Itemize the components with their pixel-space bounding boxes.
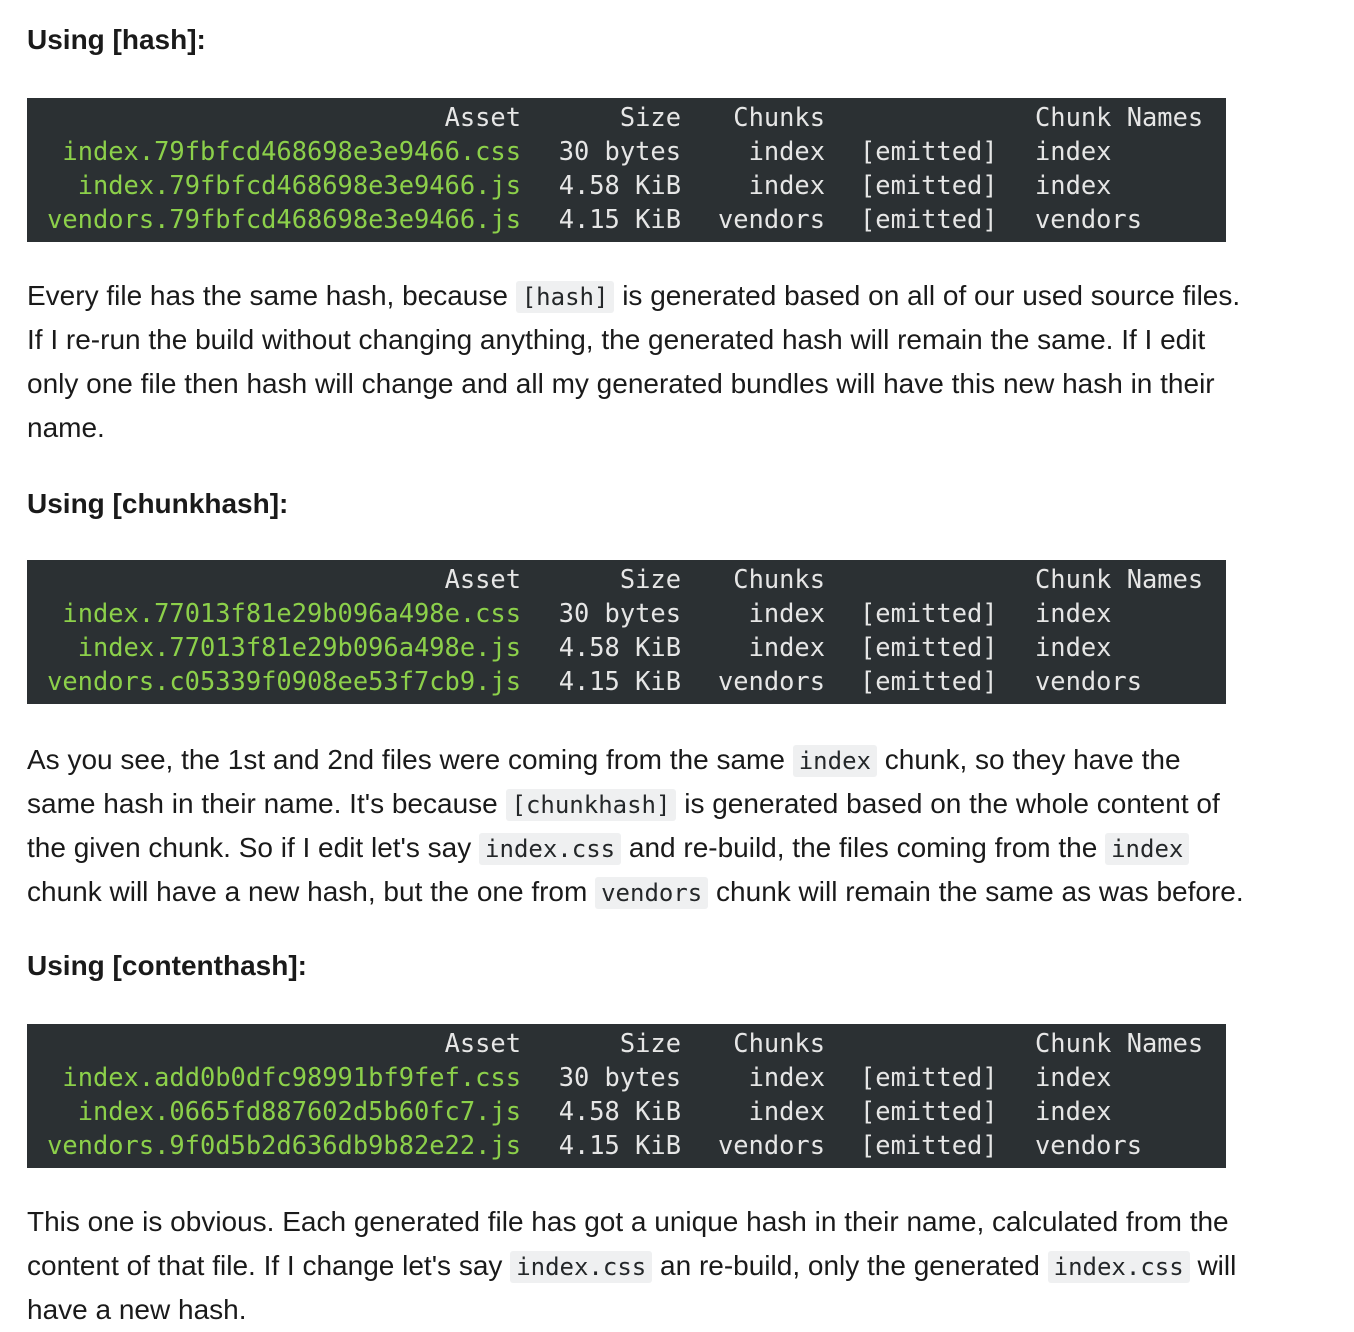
build-output-chunkhash xyxy=(27,560,1226,704)
cell-chunks: index xyxy=(748,598,825,628)
cell-size: 4.15 KiB xyxy=(558,666,681,696)
header-chunks: Chunks xyxy=(733,564,825,594)
text-run: Every file has the same hash, because xyxy=(27,280,516,311)
paragraph-line xyxy=(27,870,1342,914)
section-heading-chunkhash: Using [chunkhash]: xyxy=(27,488,289,519)
text-run: will xyxy=(1189,1250,1237,1281)
cell-chunks: index xyxy=(748,136,825,166)
cell-asset: vendors.79fbfcd468698e3e9466.js xyxy=(47,204,521,234)
cell-status: [emitted] xyxy=(860,204,998,234)
table-header-row xyxy=(27,562,1226,596)
text-run: chunk will remain the same as was before. xyxy=(708,876,1244,907)
table-row xyxy=(27,664,1226,698)
cell-status: [emitted] xyxy=(860,666,998,696)
cell-size: 30 bytes xyxy=(558,136,681,166)
paragraph-line xyxy=(27,826,1342,870)
cell-chunks: vendors xyxy=(717,204,825,234)
cell-chunk-name: index xyxy=(1035,136,1112,166)
text-run: content of that file. If I change let's say xyxy=(27,1250,511,1281)
cell-chunks: index xyxy=(748,170,825,200)
cell-chunks: index xyxy=(748,1062,825,1092)
cell-asset: index.add0b0dfc98991bf9fef.css xyxy=(62,1062,521,1092)
text-run: chunk will have a new hash, but the one from xyxy=(27,876,596,907)
header-size: Size xyxy=(619,564,681,594)
cell-asset: index.77013f81e29b096a498e.css xyxy=(62,598,521,628)
paragraph-line xyxy=(27,362,1342,406)
table-header-row xyxy=(27,1026,1226,1060)
text-run: the given chunk. So if I edit let's say xyxy=(27,832,480,863)
inline-code: vendors xyxy=(595,877,708,909)
text-run: have a new hash. xyxy=(27,1294,247,1325)
header-size: Size xyxy=(619,1028,681,1058)
inline-code: [chunkhash] xyxy=(506,789,677,821)
section-heading-hash: Using [hash]: xyxy=(27,24,206,55)
table-row xyxy=(27,1094,1226,1128)
section-heading-contenthash: Using [contenthash]: xyxy=(27,950,307,981)
header-chunks: Chunks xyxy=(733,1028,825,1058)
cell-size: 30 bytes xyxy=(558,598,681,628)
cell-chunks: vendors xyxy=(717,1130,825,1160)
text-run: If I re-run the build without changing anything, the generated hash will remain the same. If I edit xyxy=(27,324,1206,355)
table-row xyxy=(27,168,1226,202)
cell-status: [emitted] xyxy=(860,598,998,628)
inline-code: index xyxy=(793,745,877,777)
cell-size: 4.15 KiB xyxy=(558,1130,681,1160)
cell-chunk-name: index xyxy=(1035,598,1112,628)
cell-chunks: index xyxy=(748,632,825,662)
header-asset: Asset xyxy=(444,102,521,132)
cell-size: 4.15 KiB xyxy=(558,204,681,234)
header-chunk-name: Chunk Names xyxy=(1035,564,1204,594)
cell-status: [emitted] xyxy=(860,136,998,166)
table-row xyxy=(27,1128,1226,1162)
cell-chunk-name: index xyxy=(1035,1096,1112,1126)
paragraph-line xyxy=(27,1200,1342,1244)
cell-asset: vendors.9f0d5b2d636db9b82e22.js xyxy=(47,1130,521,1160)
cell-size: 4.58 KiB xyxy=(558,632,681,662)
paragraph-line xyxy=(27,1244,1342,1288)
cell-chunk-name: vendors xyxy=(1035,666,1143,696)
table-row xyxy=(27,134,1226,168)
cell-chunk-name: index xyxy=(1035,170,1112,200)
header-chunk-name: Chunk Names xyxy=(1035,1028,1204,1058)
text-run: and re-build, the files coming from the xyxy=(621,832,1106,863)
inline-code: [hash] xyxy=(516,281,615,313)
header-chunk-name: Chunk Names xyxy=(1035,102,1204,132)
cell-chunk-name: index xyxy=(1035,632,1112,662)
cell-status: [emitted] xyxy=(860,1130,998,1160)
cell-asset: index.0665fd887602d5b60fc7.js xyxy=(77,1096,521,1126)
text-run: name. xyxy=(27,412,105,443)
text-run: same hash in their name. It's because xyxy=(27,788,506,819)
text-run: only one file then hash will change and all my generated bundles will have this new hash in their xyxy=(27,368,1215,399)
paragraph-line xyxy=(27,274,1342,318)
cell-chunk-name: index xyxy=(1035,1062,1112,1092)
text-run: is generated based on the whole content of xyxy=(676,788,1220,819)
cell-asset: index.79fbfcd468698e3e9466.js xyxy=(77,170,521,200)
build-output-hash xyxy=(27,98,1226,242)
cell-status: [emitted] xyxy=(860,1062,998,1092)
text-run: chunk, so they have the xyxy=(876,744,1181,775)
cell-size: 4.58 KiB xyxy=(558,1096,681,1126)
text-run: is generated based on all of our used source files. xyxy=(614,280,1241,311)
table-row xyxy=(27,1060,1226,1094)
cell-asset: index.77013f81e29b096a498e.js xyxy=(77,632,521,662)
table-row xyxy=(27,202,1226,236)
inline-code: index xyxy=(1105,833,1189,865)
table-header-row xyxy=(27,100,1226,134)
text-run: an re-build, only the generated xyxy=(652,1250,1048,1281)
paragraph-contenthash xyxy=(27,1200,1342,1332)
inline-code: index.css xyxy=(510,1251,652,1283)
header-size: Size xyxy=(619,102,681,132)
paragraph-line xyxy=(27,738,1342,782)
header-asset: Asset xyxy=(444,564,521,594)
cell-status: [emitted] xyxy=(860,1096,998,1126)
cell-size: 30 bytes xyxy=(558,1062,681,1092)
cell-status: [emitted] xyxy=(860,632,998,662)
cell-chunks: index xyxy=(748,1096,825,1126)
cell-asset: index.79fbfcd468698e3e9466.css xyxy=(62,136,521,166)
table-row xyxy=(27,630,1226,664)
text-run: As you see, the 1st and 2nd files were coming from the same xyxy=(27,744,793,775)
cell-chunk-name: vendors xyxy=(1035,1130,1143,1160)
paragraph-line xyxy=(27,318,1342,362)
paragraph-chunkhash xyxy=(27,738,1342,914)
paragraph-hash xyxy=(27,274,1342,450)
cell-status: [emitted] xyxy=(860,170,998,200)
header-chunks: Chunks xyxy=(733,102,825,132)
build-output-contenthash xyxy=(27,1024,1226,1168)
cell-chunks: vendors xyxy=(717,666,825,696)
header-asset: Asset xyxy=(444,1028,521,1058)
cell-chunk-name: vendors xyxy=(1035,204,1143,234)
inline-code: index.css xyxy=(1048,1251,1190,1283)
paragraph-line xyxy=(27,406,1342,450)
cell-size: 4.58 KiB xyxy=(558,170,681,200)
cell-asset: vendors.c05339f0908ee53f7cb9.js xyxy=(47,666,521,696)
text-run: This one is obvious. Each generated file has got a unique hash in their name, calculated from the xyxy=(27,1206,1229,1237)
paragraph-line xyxy=(27,1288,1342,1332)
inline-code: index.css xyxy=(479,833,621,865)
table-row xyxy=(27,596,1226,630)
paragraph-line xyxy=(27,782,1342,826)
